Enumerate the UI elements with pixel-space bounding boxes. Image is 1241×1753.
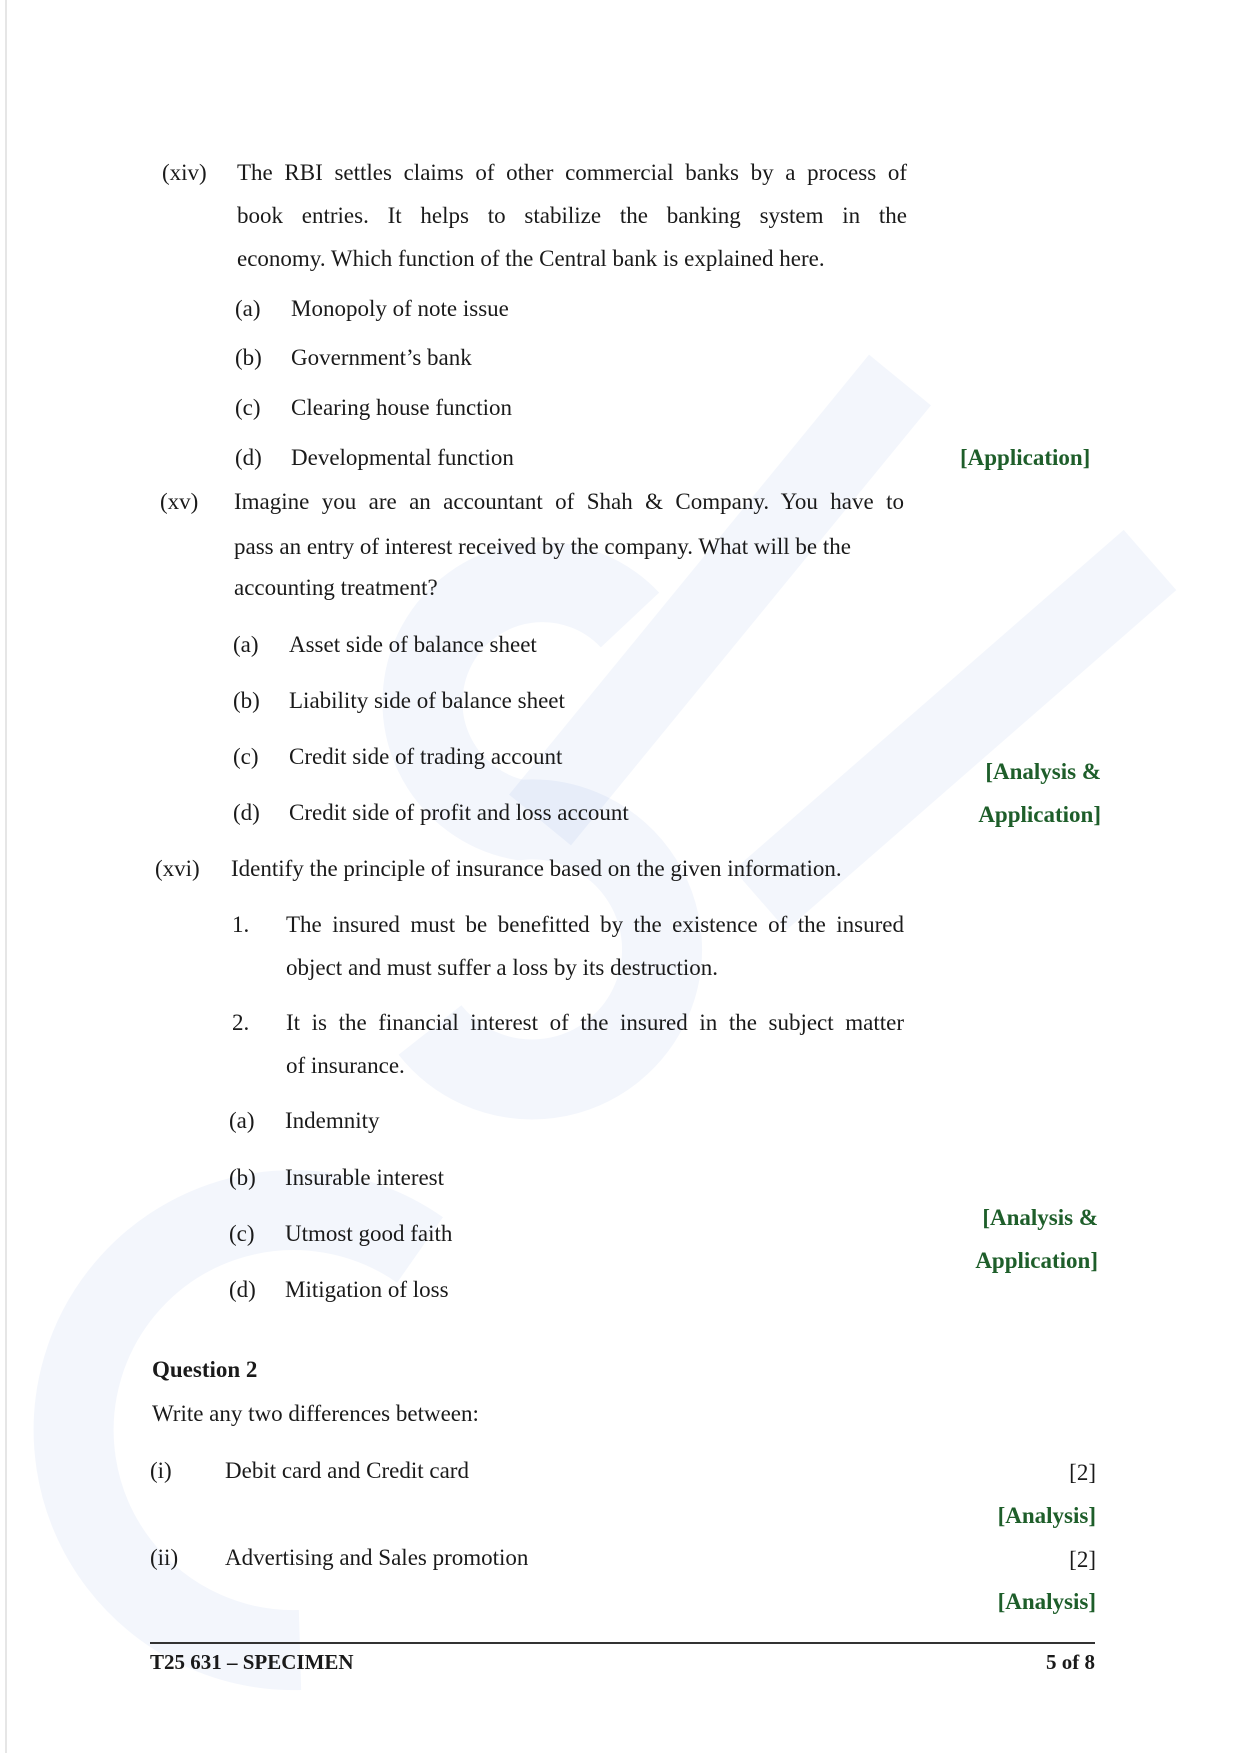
q2-part-i-number: (i) bbox=[150, 1458, 172, 1483]
q15-option-c-label: (c) bbox=[233, 744, 259, 769]
q16-option-b-label: (b) bbox=[229, 1165, 256, 1190]
q15-stem-line-2: pass an entry of interest received by the company. What will be the bbox=[234, 534, 851, 559]
q2-part-ii-number: (ii) bbox=[150, 1545, 179, 1570]
q15-option-d-label: (d) bbox=[233, 800, 260, 825]
q15-number: (xv) bbox=[160, 489, 199, 514]
q15-option-b-label: (b) bbox=[233, 688, 260, 713]
q16-option-c-text: Utmost good faith bbox=[285, 1221, 453, 1246]
q2-part-i-marks: [2] bbox=[1069, 1460, 1096, 1485]
q15-option-a-text: Asset side of balance sheet bbox=[289, 632, 537, 657]
q14-option-c-text: Clearing house function bbox=[291, 395, 513, 420]
page-edge bbox=[5, 0, 7, 1753]
q16-skill-tag-line-2: Application] bbox=[975, 1248, 1098, 1273]
q2-part-ii-text: Advertising and Sales promotion bbox=[225, 1545, 529, 1570]
q15-skill-tag-line-1: [Analysis & bbox=[985, 759, 1101, 784]
q14-stem-line-1: The RBI settles claims of other commercial banks by a process of bbox=[237, 160, 907, 185]
footer-paper-code: T25 631 – SPECIMEN bbox=[150, 1650, 354, 1674]
q15-stem-line-3: accounting treatment? bbox=[234, 575, 438, 600]
q16-stem: Identify the principle of insurance based on the given information. bbox=[231, 856, 842, 881]
q15-option-a-label: (a) bbox=[233, 632, 259, 657]
q16-option-d-text: Mitigation of loss bbox=[285, 1277, 449, 1302]
q14-option-c-label: (c) bbox=[235, 395, 261, 420]
q2-part-i-text: Debit card and Credit card bbox=[225, 1458, 469, 1483]
q16-option-d-label: (d) bbox=[229, 1277, 256, 1302]
q16-statement-1-line-2: object and must suffer a loss by its destruction. bbox=[286, 955, 719, 980]
q16-skill-tag-line-1: [Analysis & bbox=[982, 1205, 1098, 1230]
q15-option-c-text: Credit side of trading account bbox=[289, 744, 563, 769]
q16-number: (xvi) bbox=[155, 856, 200, 881]
q16-statement-2-line-2: of insurance. bbox=[286, 1053, 405, 1078]
q14-number: (xiv) bbox=[162, 160, 207, 185]
q14-option-d-label: (d) bbox=[235, 445, 262, 470]
q2-part-ii-marks: [2] bbox=[1069, 1547, 1096, 1572]
q14-stem-line-3: economy. Which function of the Central bank is explained here. bbox=[237, 246, 825, 271]
q14-option-b-label: (b) bbox=[235, 345, 262, 370]
q14-option-b-text: Government’s bank bbox=[291, 345, 472, 370]
q15-stem-line-1: Imagine you are an accountant of Shah & Company. You have to bbox=[234, 489, 904, 514]
q2-part-i-skill-tag: [Analysis] bbox=[997, 1503, 1096, 1528]
q15-option-d-text: Credit side of profit and loss account bbox=[289, 800, 629, 825]
footer-page-number: 5 of 8 bbox=[1046, 1650, 1095, 1674]
q16-statement-1-line-1: The insured must be benefitted by the existence of the insured bbox=[286, 912, 904, 937]
q16-option-a-text: Indemnity bbox=[285, 1108, 380, 1133]
q14-option-a-text: Monopoly of note issue bbox=[291, 296, 509, 321]
q14-skill-tag: [Application] bbox=[960, 445, 1091, 470]
q16-option-b-text: Insurable interest bbox=[285, 1165, 445, 1190]
footer-rule bbox=[150, 1642, 1095, 1644]
q16-statement-1-label: 1. bbox=[232, 912, 250, 937]
q16-option-a-label: (a) bbox=[229, 1108, 255, 1133]
q14-option-d-text: Developmental function bbox=[291, 445, 514, 470]
question-2-instruction: Write any two differences between: bbox=[152, 1401, 479, 1426]
q16-statement-2-label: 2. bbox=[232, 1010, 250, 1035]
q15-skill-tag-line-2: Application] bbox=[978, 802, 1101, 827]
q14-stem-line-2: book entries. It helps to stabilize the banking system in the bbox=[237, 203, 907, 228]
q15-option-b-text: Liability side of balance sheet bbox=[289, 688, 565, 713]
q16-option-c-label: (c) bbox=[229, 1221, 255, 1246]
question-2-heading: Question 2 bbox=[152, 1357, 258, 1382]
q14-option-a-label: (a) bbox=[235, 296, 261, 321]
q2-part-ii-skill-tag: [Analysis] bbox=[997, 1589, 1096, 1614]
q16-statement-2-line-1: It is the financial interest of the insured in the subject matter bbox=[286, 1010, 904, 1035]
